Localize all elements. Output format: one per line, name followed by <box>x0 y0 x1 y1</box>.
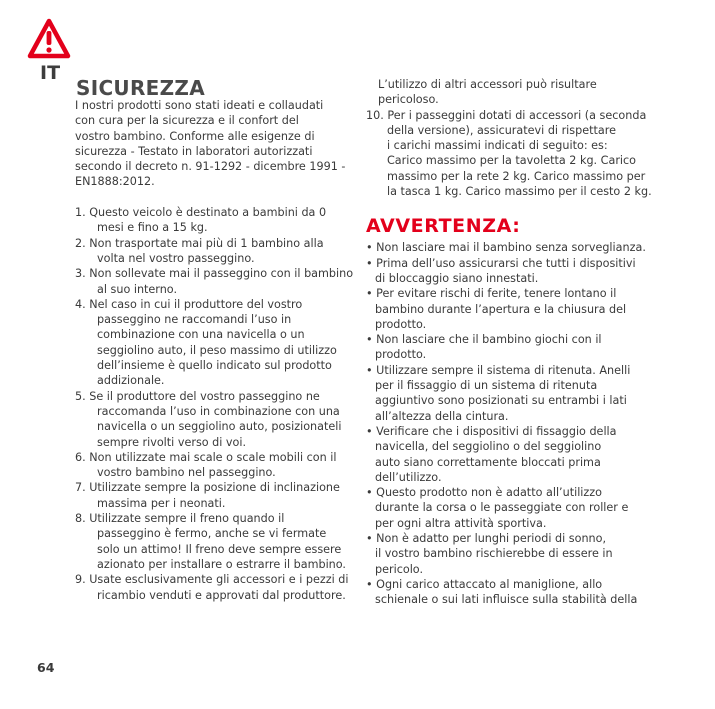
list-item-line: volta nel vostro passeggino. <box>97 251 255 265</box>
intro-line: con cura per la sicurezza e il confort del <box>75 114 299 128</box>
list-item <box>75 450 350 481</box>
warning-list <box>366 240 666 607</box>
bullet-line: prodotto. <box>375 317 427 331</box>
list-item-first-line: 1. Questo veicolo è destinato a bambini da 0 <box>75 206 327 220</box>
bullet-line: per il fissaggio di un sistema di ritenuta <box>375 379 598 393</box>
bullet-line: di bloccaggio siano innestati. <box>375 271 539 285</box>
bullet-item <box>366 363 666 424</box>
bullet-line: all’altezza della cintura. <box>375 409 509 423</box>
list-item-line: la tasca 1 kg. Carico massimo per il cesto 2 kg. <box>387 185 652 199</box>
list-item-line: Carico massimo per la tavoletta 2 kg. Carico <box>387 154 637 168</box>
list-item-line: addizionale. <box>97 374 165 388</box>
section-title-avvertenza: AVVERTENZA: <box>366 215 521 238</box>
intro-line: EN1888:2012. <box>75 175 155 189</box>
bullet-first-line: • Ogni carico attaccato al maniglione, allo <box>366 577 603 591</box>
right-column <box>366 77 666 608</box>
bullet-line: navicella, del seggiolino o del seggiolino <box>375 440 602 454</box>
list-item-first-line: 3. Non sollevate mai il passeggino con il bambino <box>75 267 354 281</box>
bullet-line: per ogni altra attività sportiva. <box>375 516 547 530</box>
list-item <box>75 205 350 236</box>
list-item <box>75 480 350 511</box>
bullet-line: durante la corsa o le passeggiate con roller e <box>375 501 629 515</box>
list-item-line: L’utilizzo di altri accessori può risultare <box>378 78 597 91</box>
bullet-item <box>366 531 666 577</box>
list-item-line: raccomanda l’uso in combinazione con una <box>97 404 340 418</box>
warning-triangle-icon <box>27 18 71 60</box>
bullet-line: bambino durante l’apertura e la chiusura del <box>375 302 627 316</box>
list-item-line: i carichi massimi indicati di seguito: es: <box>387 139 608 153</box>
list-item-line: massimo per la rete 2 kg. Carico massimo per <box>387 169 646 183</box>
list-item <box>366 108 666 200</box>
bullet-item <box>366 240 666 255</box>
bullet-item <box>366 332 666 363</box>
bullet-line: il vostro bambino rischierebbe di essere in <box>375 547 613 561</box>
list-item-first-line: 10. Per i passeggini dotati di accessori (a seconda <box>366 108 647 122</box>
bullet-item <box>366 424 666 485</box>
bullet-first-line: • Prima dell’uso assicurarsi che tutti i dispositivi <box>366 256 636 270</box>
list-item-line: combinazione con una navicella o un <box>97 328 305 342</box>
section-title-sicurezza: SICUREZZA <box>76 76 206 100</box>
item-9-continuation <box>366 77 666 108</box>
page-number: 64 <box>37 660 55 675</box>
list-item <box>75 236 350 267</box>
list-item-line: dell’insieme è quello indicato sul prodotto <box>97 359 332 373</box>
bullet-item <box>366 256 666 287</box>
intro-paragraph <box>75 98 350 190</box>
list-item-line: mesi e fino a 15 kg. <box>97 221 208 235</box>
list-item-line: ricambio venduti e approvati dal produttore. <box>97 588 346 602</box>
list-item-first-line: 2. Non trasportate mai più di 1 bambino alla <box>75 236 324 250</box>
bullet-item <box>366 286 666 332</box>
list-item-first-line: 7. Utilizzate sempre la posizione di inclinazione <box>75 481 340 495</box>
bullet-first-line: • Utilizzare sempre il sistema di ritenuta. Anelli <box>366 363 631 377</box>
bullet-line: pericolo. <box>375 562 424 576</box>
list-item-first-line: 6. Non utilizzate mai scale o scale mobili con il <box>75 450 337 464</box>
intro-line: I nostri prodotti sono stati ideati e collaudati <box>75 99 324 112</box>
list-item-line: passeggino è fermo, anche se vi fermate <box>97 527 327 541</box>
list-item-line: pericoloso. <box>378 93 439 107</box>
bullet-line: dell’utilizzo. <box>375 470 442 484</box>
bullet-first-line: • Non lasciare che il bambino giochi con il <box>366 333 602 347</box>
list-item-line: seggiolino auto, il peso massimo di utilizzo <box>97 343 337 357</box>
list-item <box>75 389 350 450</box>
list-item-line: vostro bambino nel passeggino. <box>97 466 276 480</box>
list-item-line: solo un attimo! Il freno deve sempre essere <box>97 542 342 556</box>
list-item <box>75 572 350 603</box>
language-code: IT <box>40 62 61 84</box>
list-item-first-line: 8. Utilizzate sempre il freno quando il <box>75 512 285 526</box>
bullet-line: auto siano correttamente bloccati prima <box>375 455 601 469</box>
bullet-first-line: • Non è adatto per lunghi periodi di sonno, <box>366 532 607 546</box>
bullet-item <box>366 485 666 531</box>
left-column <box>75 98 354 603</box>
list-item-line: massima per i neonati. <box>97 496 226 510</box>
bullet-first-line: • Per evitare rischi di ferite, tenere lontano il <box>366 287 617 301</box>
list-item-line: sempre rivolti verso di voi. <box>97 435 247 449</box>
bullet-line: prodotto. <box>375 348 427 362</box>
list-item-line: passeggino ne raccomandi l’uso in <box>97 313 292 327</box>
intro-line: secondo il decreto n. 91-1292 - dicembre 1991 - <box>75 160 346 174</box>
list-item <box>75 266 354 297</box>
bullet-first-line: • Questo prodotto non è adatto all’utilizzo <box>366 486 602 500</box>
safety-list <box>75 205 354 603</box>
list-item-line: della versione), assicuratevi di rispettare <box>387 123 616 137</box>
list-item-line: al suo interno. <box>97 282 178 296</box>
bullet-line: aggiuntivo sono posizionati su entrambi i lati <box>375 394 627 408</box>
bullet-item <box>366 577 666 608</box>
bullet-first-line: • Verificare che i dispositivi di fissaggio della <box>366 424 617 438</box>
list-item <box>75 511 350 572</box>
list-item-line: navicella o un seggiolino auto, posizionateli <box>97 420 342 434</box>
bullet-line: schienale o sui lati influisce sulla stabilità della <box>375 593 638 607</box>
intro-line: vostro bambino. Conforme alle esigenze di <box>75 129 315 143</box>
intro-line: sicurezza - Testato in laboratori autorizzati <box>75 144 313 158</box>
list-item <box>75 297 350 389</box>
list-item-first-line: 4. Nel caso in cui il produttore del vostro <box>75 297 303 311</box>
list-item-first-line: 5. Se il produttore del vostro passeggino ne <box>75 389 320 403</box>
list-item-line: azionato per installare o estrarre il bambino. <box>97 557 346 571</box>
bullet-first-line: • Non lasciare mai il bambino senza sorveglianza. <box>366 241 646 255</box>
list-item-first-line: 9. Usate esclusivamente gli accessori e i pezzi di <box>75 573 349 587</box>
